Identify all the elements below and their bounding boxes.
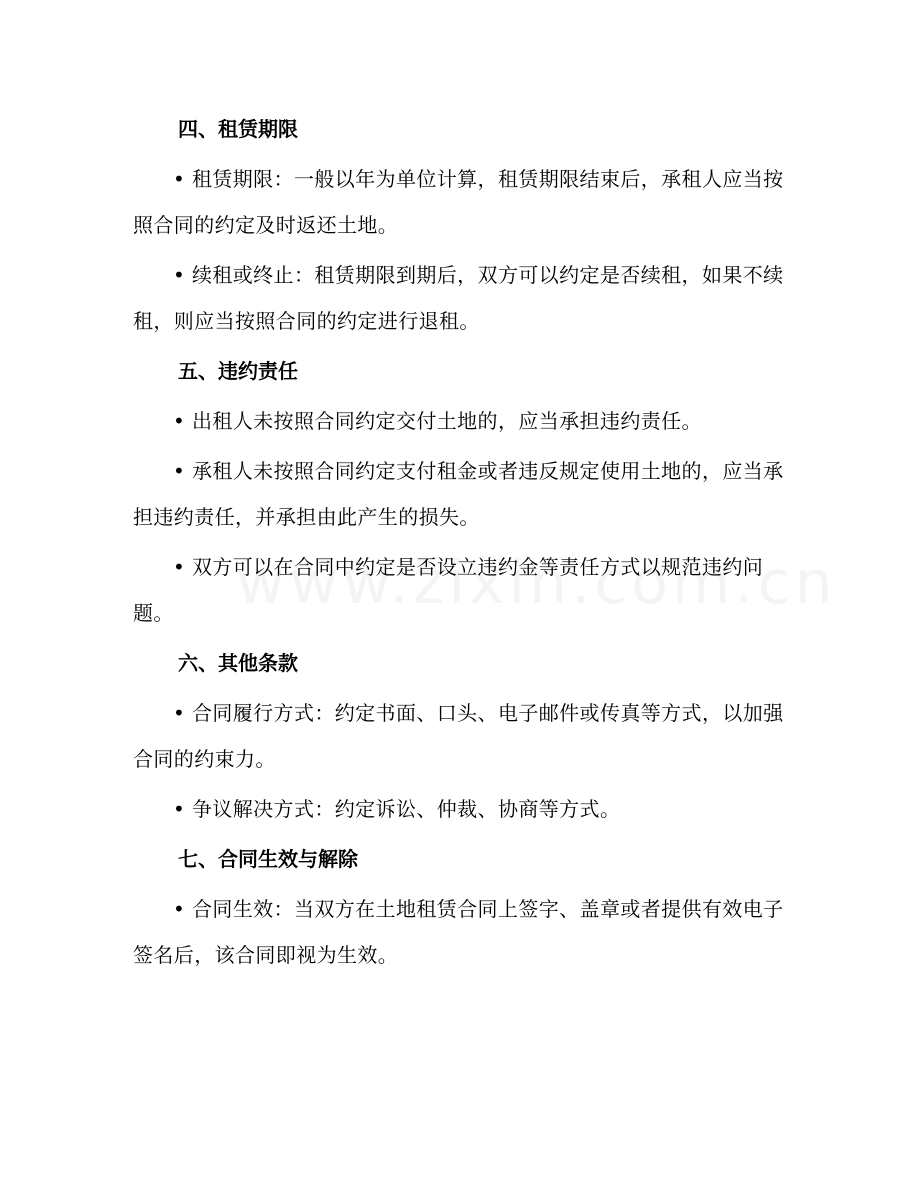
list-item: • 双方可以在合同中约定是否设立违约金等责任方式以规范违约问题。	[133, 555, 764, 625]
section-heading: 五、违约责任	[178, 359, 298, 383]
list-item: • 合同履行方式：约定书面、口头、电子邮件或传真等方式，以加强合同的约束力。	[133, 701, 784, 771]
section-heading: 七、合同生效与解除	[178, 847, 358, 871]
list-item: • 合同生效：当双方在土地租赁合同上签字、盖章或者提供有效电子签名后，该合同即视为生效。	[133, 897, 784, 967]
section-heading: 四、租赁期限	[178, 117, 298, 141]
section-heading: 六、其他条款	[178, 651, 298, 675]
section-lease-term	[133, 106, 793, 344]
list-item: • 续租或终止：租赁期限到期后，双方可以约定是否续租，如果不续租，则应当按照合同的约定进行退租。	[133, 263, 784, 333]
section-other-terms	[133, 640, 793, 832]
list-item: • 承租人未按照合同约定支付租金或者违反规定使用土地的，应当承担违约责任，并承担由此产生的损失。	[133, 459, 784, 529]
list-item: • 租赁期限：一般以年为单位计算，租赁期限结束后，承租人应当按照合同的约定及时返还土地。	[133, 167, 784, 237]
document-body	[133, 106, 793, 982]
section-effectiveness-termination	[133, 836, 793, 978]
list-item: • 争议解决方式：约定诉讼、仲裁、协商等方式。	[173, 797, 621, 821]
section-breach-liability	[133, 348, 793, 636]
list-item: • 出租人未按照合同约定交付土地的，应当承担违约责任。	[173, 409, 702, 433]
